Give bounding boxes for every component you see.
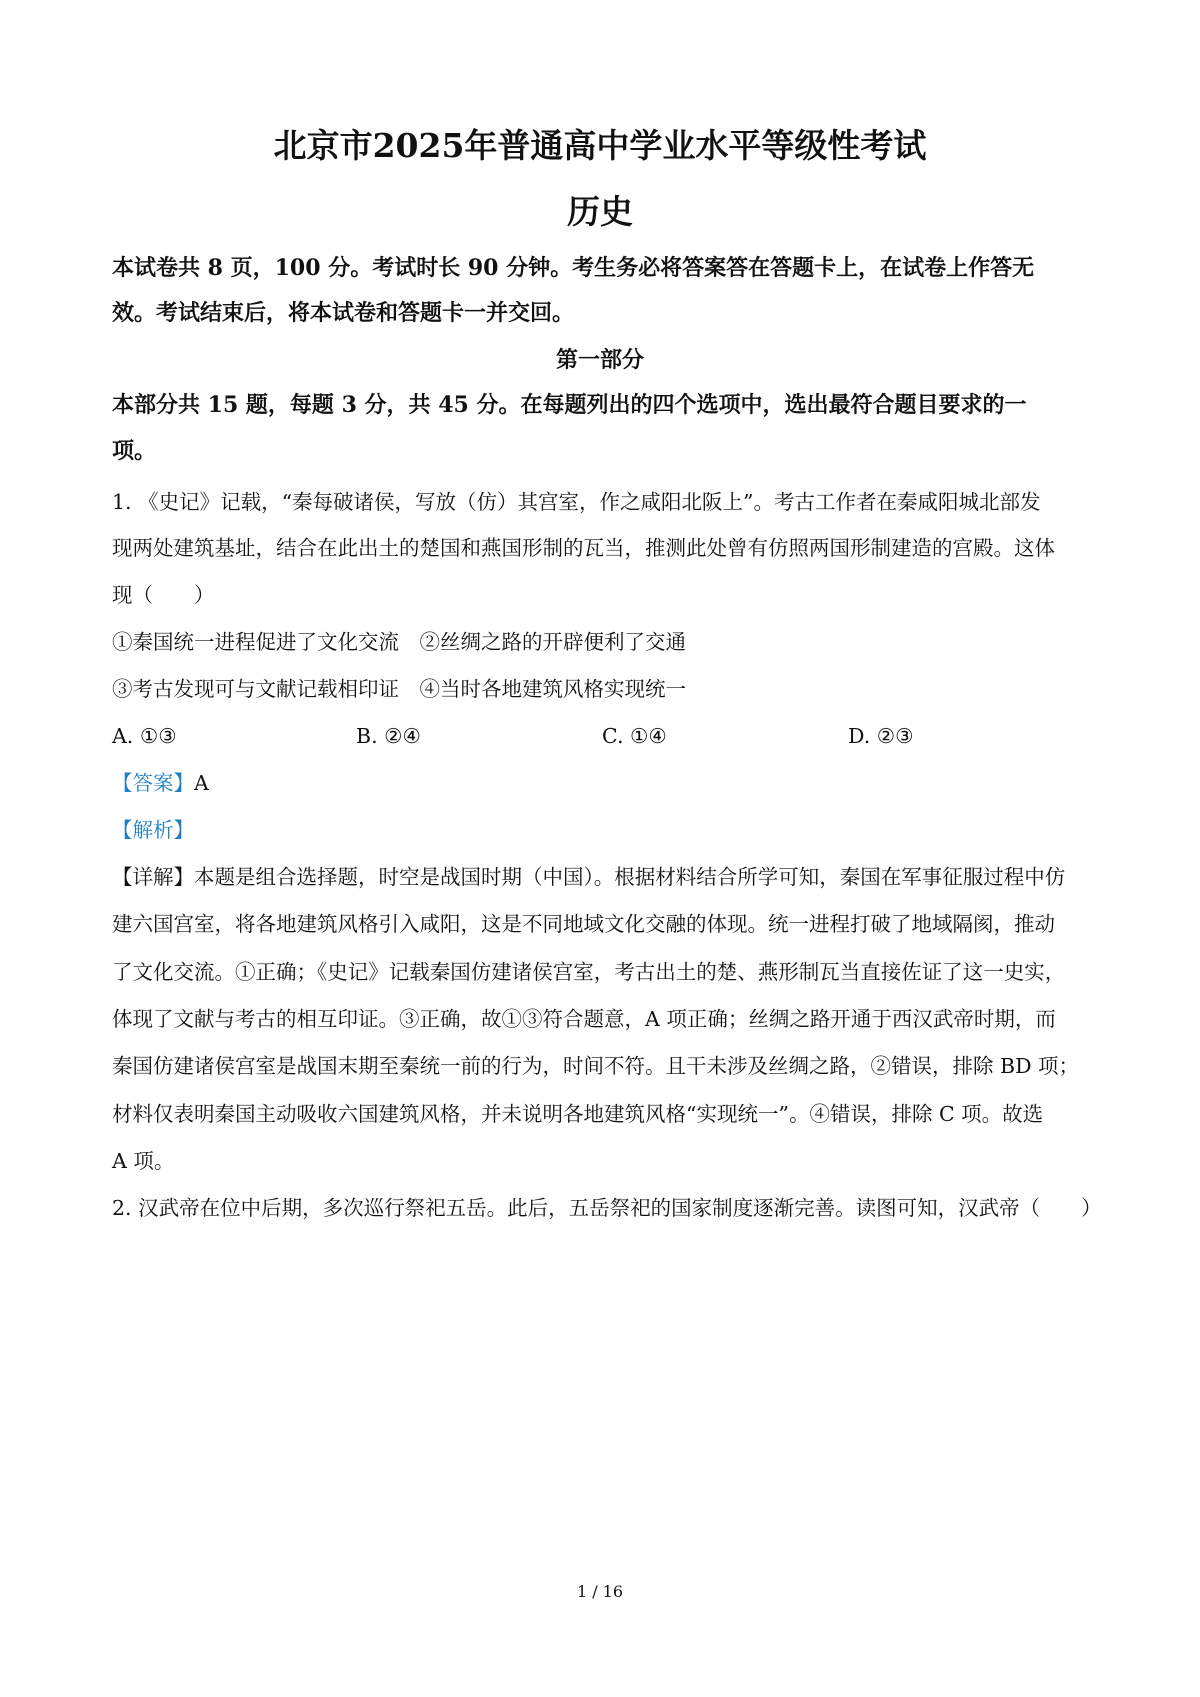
q1-option-d: D. ②③: [848, 724, 914, 748]
answer-label: 【答案】: [112, 771, 194, 795]
q1-detail-line-3: 了文化交流。①正确；《史记》记载秦国仿建诸侯宫室，考古出土的楚、燕形制瓦当直接佐证了这一史实，: [112, 960, 1066, 984]
q1-option-c: C. ①④: [602, 724, 667, 748]
q1-detail-line-7: A 项。: [112, 1149, 175, 1173]
part-intro-line-1: 本部分共 15 题，每题 3 分，共 45 分。在每题列出的四个选项中，选出最符合题目要求的一: [112, 392, 1027, 418]
q1-detail-line-5: 秦国仿建诸侯宫室是战国末期至秦统一前的行为，时间不符。且干未涉及丝绸之路，②错误，排除 BD 项；: [112, 1054, 1080, 1078]
q2-stem: 2. 汉武帝在位中后期，多次巡行祭祀五岳。此后，五岳祭祀的国家制度逐渐完善。读图可知，汉武帝（ ）: [112, 1196, 1102, 1220]
page-number: 1 / 16: [576, 1582, 624, 1601]
q1-option-b: B. ②④: [356, 724, 421, 748]
q1-detail-line-6: 材料仅表明秦国主动吸收六国建筑风格，并未说明各地建筑风格“实现统一”。④错误，排除 C 项。故选: [112, 1102, 1044, 1126]
instructions-line-1: 本试卷共 8 页，100 分。考试时长 90 分钟。考生务必将答案答在答题卡上，在试卷上作答无: [112, 255, 1035, 281]
analysis-label: 【解析】: [112, 818, 194, 842]
detail-text: 本题是组合选择题，时空是战国时期（中国）。根据材料结合所学可知，秦国在军事征服过程中仿: [194, 865, 1066, 889]
part-intro-line-2: 项。: [112, 438, 157, 464]
q1-statements-line-1: ①秦国统一进程促进了文化交流 ②丝绸之路的开辟便利了交通: [112, 630, 686, 654]
instructions-line-2: 效。考试结束后，将本试卷和答题卡一并交回。: [112, 300, 575, 326]
detail-label: 【详解】: [112, 865, 194, 889]
q1-stem-line-2: 现两处建筑基址，结合在此出土的楚国和燕国形制的瓦当，推测此处曾有仿照两国形制建造的宫殿。这体: [112, 536, 1055, 560]
answer-value: A: [194, 771, 209, 795]
q1-detail-line-2: 建六国宫室，将各地建筑风格引入咸阳，这是不同地域文化交融的体现。统一进程打破了地域隔阂，推动: [112, 912, 1055, 936]
q1-answer: [112, 768, 1102, 798]
q1-detail-line-4: 体现了文献与考古的相互印证。③正确，故①③符合题意，A 项正确；丝绸之路开通于西汉武帝时期，而: [112, 1007, 1056, 1031]
q1-stem-line-3: 现（ ）: [112, 583, 215, 607]
exam-title: 北京市2025年普通高中学业水平等级性考试: [273, 126, 927, 165]
part-heading: 第一部分: [555, 347, 644, 373]
q1-option-a: A. ①③: [112, 724, 177, 748]
q1-statements-line-2: ③考古发现可与文献记载相印证 ④当时各地建筑风格实现统一: [112, 677, 686, 701]
q1-stem-line-1: 1. 《史记》记载，“秦每破诸侯，写放（仿）其宫室，作之咸阳北阪上”。考古工作者在秦咸阳城北部发: [112, 490, 1041, 514]
exam-subject: 历史: [567, 192, 633, 231]
q1-detail-line-1: [112, 862, 1102, 892]
